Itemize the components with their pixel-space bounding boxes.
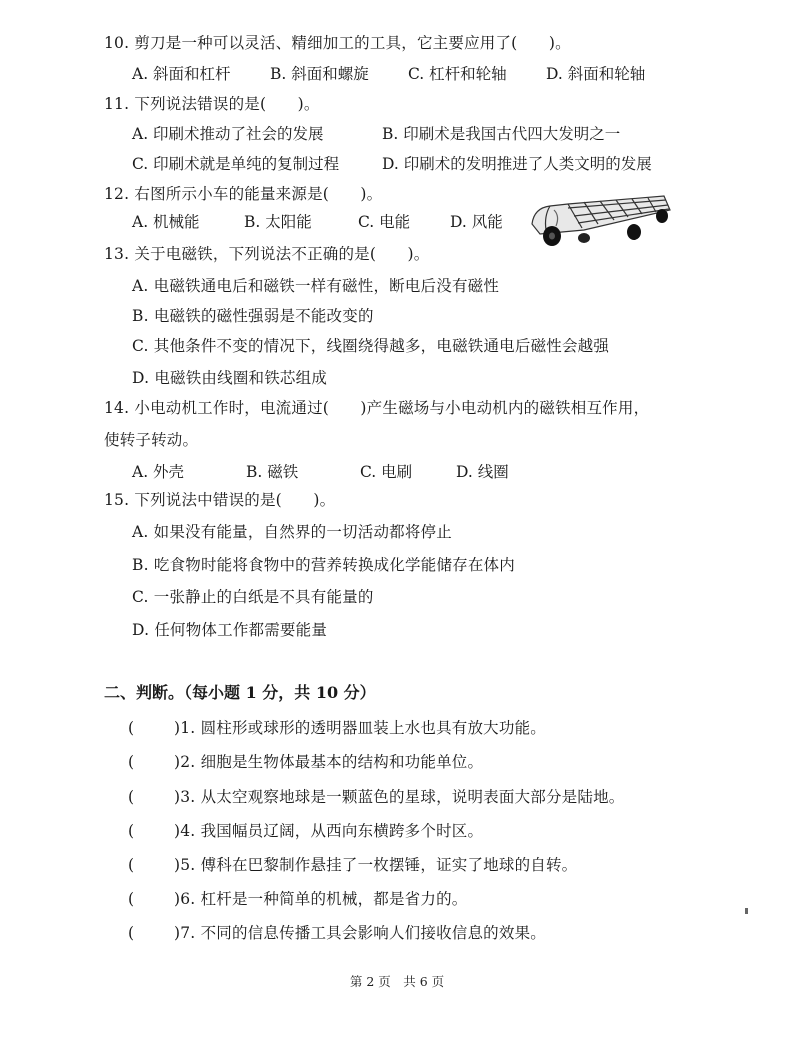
answer-blank-1[interactable]: ( bbox=[128, 719, 135, 737]
question-15-option-a: A. 如果没有能量，自然界的一切活动都将停止 bbox=[132, 523, 452, 541]
scan-mark bbox=[745, 908, 748, 914]
question-14-stem: 14. 小电动机工作时，电流通过( )产生磁场与小电动机内的磁铁相互作用， bbox=[104, 399, 650, 417]
question-13-stem: 13. 关于电磁铁，下列说法不正确的是( )。 bbox=[104, 245, 430, 263]
question-11-option-d: D. 印刷术的发明推进了人类文明的发展 bbox=[382, 155, 652, 173]
judge-item-2 bbox=[128, 752, 483, 772]
judge-item-1 bbox=[128, 718, 546, 738]
question-14-option-b: B. 磁铁 bbox=[246, 463, 299, 481]
answer-blank-3[interactable]: ( bbox=[128, 788, 135, 806]
question-14-option-a: A. 外壳 bbox=[132, 463, 185, 481]
question-12-option-a: A. 机械能 bbox=[132, 213, 200, 231]
question-10-option-c: C. 杠杆和轮轴 bbox=[408, 65, 507, 83]
judge-item-4-text: )4. 我国幅员辽阔，从西向东横跨多个时区。 bbox=[174, 822, 484, 840]
section-2-title: 二、判断。（每小题 1 分，共 10 分） bbox=[104, 683, 376, 702]
judge-item-3-text: )3. 从太空观察地球是一颗蓝色的星球，说明表面大部分是陆地。 bbox=[174, 788, 625, 806]
question-10-option-d: D. 斜面和轮轴 bbox=[546, 65, 646, 83]
question-11-option-b: B. 印刷术是我国古代四大发明之一 bbox=[382, 125, 621, 143]
answer-blank-6[interactable]: ( bbox=[128, 890, 135, 908]
judge-item-2-text: )2. 细胞是生物体最基本的结构和功能单位。 bbox=[174, 753, 484, 771]
question-10-option-b: B. 斜面和螺旋 bbox=[270, 65, 369, 83]
question-11-option-a: A. 印刷术推动了社会的发展 bbox=[132, 125, 324, 143]
answer-blank-2[interactable]: ( bbox=[128, 753, 135, 771]
answer-blank-4[interactable]: ( bbox=[128, 822, 135, 840]
judge-item-7 bbox=[128, 923, 546, 943]
question-10-option-a: A. 斜面和杠杆 bbox=[132, 65, 231, 83]
question-13-option-c: C. 其他条件不变的情况下，线圈绕得越多，电磁铁通电后磁性会越强 bbox=[132, 337, 610, 355]
question-14-option-c: C. 电刷 bbox=[360, 463, 413, 481]
question-11-stem: 11. 下列说法错误的是( )。 bbox=[104, 95, 320, 113]
question-13-option-b: B. 电磁铁的磁性强弱是不能改变的 bbox=[132, 307, 374, 325]
question-12-option-d: D. 风能 bbox=[450, 213, 503, 231]
question-14-stem-continued: 使转子转动。 bbox=[104, 431, 199, 449]
question-13-option-a: A. 电磁铁通电后和磁铁一样有磁性，断电后没有磁性 bbox=[132, 277, 500, 295]
page-footer: 第 2 页 共 6 页 bbox=[349, 974, 445, 989]
judge-item-6 bbox=[128, 889, 467, 909]
judge-item-7-text: )7. 不同的信息传播工具会影响人们接收信息的效果。 bbox=[174, 924, 546, 942]
question-14-option-d: D. 线圈 bbox=[456, 463, 509, 481]
judge-item-4 bbox=[128, 821, 483, 841]
question-15-option-d: D. 任何物体工作都需要能量 bbox=[132, 621, 328, 639]
judge-item-1-text: )1. 圆柱形或球形的透明器皿装上水也具有放大功能。 bbox=[174, 719, 546, 737]
answer-blank-5[interactable]: ( bbox=[128, 856, 135, 874]
judge-item-5 bbox=[128, 855, 577, 875]
question-10-stem: 10. 剪刀是一种可以灵活、精细加工的工具，它主要应用了( )。 bbox=[104, 34, 571, 52]
question-12-option-b: B. 太阳能 bbox=[244, 213, 312, 231]
question-15-option-b: B. 吃食物时能将食物中的营养转换成化学能储存在体内 bbox=[132, 556, 515, 574]
question-15-option-c: C. 一张静止的白纸是不具有能量的 bbox=[132, 588, 374, 606]
question-12-option-c: C. 电能 bbox=[358, 213, 411, 231]
question-13-option-d: D. 电磁铁由线圈和铁芯组成 bbox=[132, 369, 328, 387]
judge-item-3 bbox=[128, 787, 624, 807]
judge-item-5-text: )5. 傅科在巴黎制作悬挂了一枚摆锤，证实了地球的自转。 bbox=[174, 856, 578, 874]
answer-blank-7[interactable]: ( bbox=[128, 924, 135, 942]
toy-car-image bbox=[524, 186, 674, 250]
question-12-stem: 12. 右图所示小车的能量来源是( )。 bbox=[104, 185, 383, 203]
question-11-option-c: C. 印刷术就是单纯的复制过程 bbox=[132, 155, 340, 173]
judge-item-6-text: )6. 杠杆是一种简单的机械，都是省力的。 bbox=[174, 890, 468, 908]
question-15-stem: 15. 下列说法中错误的是( )。 bbox=[104, 491, 336, 509]
